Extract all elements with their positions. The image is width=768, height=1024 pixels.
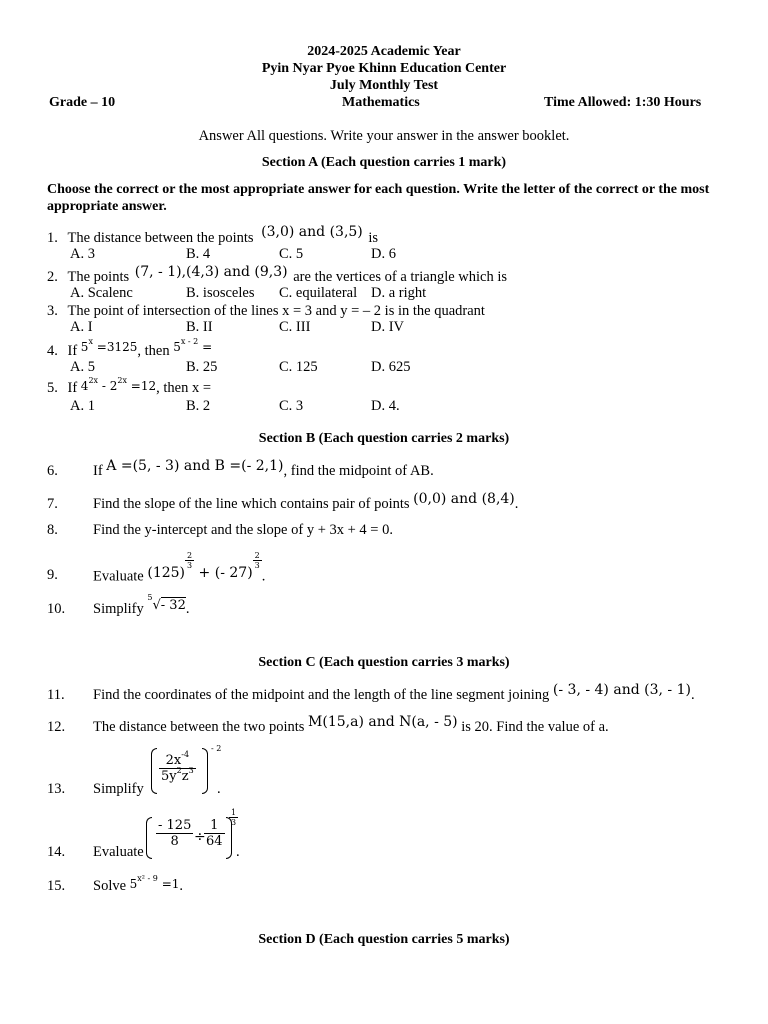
question-text-end: . bbox=[261, 568, 266, 585]
question-text: Find the y-intercept and the slope of y + 3x + 4 = 0. bbox=[93, 522, 393, 538]
question-text-end: . bbox=[179, 878, 184, 894]
option-d: D. 4. bbox=[371, 398, 400, 414]
question-number: 1. bbox=[47, 230, 58, 246]
option-a: A. 3 bbox=[70, 246, 95, 262]
outer-exponent: - 2 bbox=[211, 744, 222, 753]
radical-sign-icon: √ bbox=[152, 598, 161, 613]
question-number: 12. bbox=[47, 719, 66, 735]
question-text: If bbox=[93, 463, 103, 479]
question-text: The points bbox=[67, 269, 130, 285]
right-paren-icon bbox=[202, 748, 208, 794]
option-a: A. I bbox=[70, 319, 93, 335]
question-14 bbox=[47, 844, 144, 861]
option-d: D. IV bbox=[371, 319, 405, 335]
question-text: Simplify bbox=[93, 781, 144, 797]
time-allowed: Time Allowed: 1:30 Hours bbox=[544, 95, 702, 110]
question-4 bbox=[47, 337, 213, 360]
option-b: B. II bbox=[186, 319, 213, 335]
question-number: 11. bbox=[47, 687, 65, 703]
question-math: $4^{2x} - 2^{2x} =12$ bbox=[80, 376, 157, 393]
divide-icon: ÷ bbox=[194, 829, 206, 845]
section-c-title: Section C (Each question carries 3 marks) bbox=[258, 655, 510, 670]
question-7 bbox=[47, 491, 519, 513]
question-text-end: . bbox=[185, 601, 190, 617]
question-text-end: are the vertices of a triangle which is bbox=[293, 269, 508, 285]
question-12 bbox=[47, 714, 609, 736]
question-2 bbox=[47, 264, 508, 286]
question-text: Evaluate bbox=[93, 844, 144, 860]
section-a-directions: Choose the correct or the most appropriate answer for each question. Write the letter of the correct or the most appropriate answer. bbox=[47, 182, 710, 214]
question-text-end: is 20. Find the value of a. bbox=[461, 719, 609, 735]
question-number: 8. bbox=[47, 522, 58, 538]
question-math: (- 3, - 4) and (3, - 1) bbox=[552, 682, 691, 698]
option-d: D. a right bbox=[371, 285, 427, 301]
question-15 bbox=[47, 874, 184, 895]
option-c: C. 125 bbox=[279, 359, 318, 375]
question-text: If bbox=[67, 380, 78, 396]
outer-exponent: $\frac{1}{3}$ bbox=[231, 808, 237, 827]
question-11 bbox=[47, 682, 695, 704]
question-number: 2. bbox=[47, 269, 58, 285]
question-number: 14. bbox=[47, 844, 66, 860]
question-number: 10. bbox=[47, 601, 66, 617]
question-text: Solve bbox=[93, 878, 127, 894]
question-text: The distance between the points bbox=[67, 230, 254, 246]
radical-expression: $^5$√- 32 bbox=[147, 593, 186, 613]
question-math: (125) $\frac{2}{3}$ + (- 27) $\frac{2}{3}$ bbox=[147, 551, 260, 581]
question-number: 9. bbox=[47, 567, 58, 583]
subject-label: Mathematics bbox=[342, 95, 420, 110]
question-number: 5. bbox=[47, 380, 58, 396]
option-c: C. 5 bbox=[279, 246, 304, 262]
question-number: 3. bbox=[47, 303, 58, 319]
option-c: C. 3 bbox=[279, 398, 304, 414]
question-text: Find the slope of the line which contains pair of points bbox=[93, 496, 410, 512]
option-b: B. 2 bbox=[186, 398, 211, 414]
academic-year: 2024-2025 Academic Year bbox=[307, 44, 461, 59]
question-text-end: , then x = bbox=[156, 380, 212, 396]
question-math: (0,0) and (8,4) bbox=[413, 491, 515, 507]
test-name: July Monthly Test bbox=[329, 78, 439, 93]
question-number: 4. bbox=[47, 343, 58, 359]
period: . bbox=[217, 781, 221, 797]
option-a: A. Scalenc bbox=[70, 285, 133, 301]
question-text-end: is bbox=[368, 230, 379, 246]
question-text: If bbox=[67, 343, 78, 359]
question-math: M(15,a) and N(a, - 5) bbox=[308, 714, 458, 730]
question-text: The distance between the two points bbox=[93, 719, 305, 735]
question-3 bbox=[47, 303, 485, 320]
left-paren-icon bbox=[146, 817, 152, 859]
question-math: 5x =3125 bbox=[80, 337, 138, 354]
option-b: B. isosceles bbox=[186, 285, 255, 301]
option-d: D. 6 bbox=[371, 246, 396, 262]
school-name: Pyin Nyar Pyoe Khinn Education Center bbox=[261, 61, 507, 76]
option-b: B. 4 bbox=[186, 246, 211, 262]
question-8 bbox=[47, 522, 393, 539]
fraction-1: $\frac{- 125}{8}$ bbox=[158, 818, 192, 849]
question-text: Simplify bbox=[93, 601, 144, 617]
question-9 bbox=[47, 551, 266, 585]
option-d: D. 625 bbox=[371, 359, 411, 375]
question-math: (7, - 1),(4,3) and (9,3) bbox=[134, 264, 288, 280]
question-text-mid: , then bbox=[137, 343, 170, 359]
question-text-end: . bbox=[514, 496, 519, 512]
option-c: C. equilateral bbox=[279, 285, 358, 301]
question-1 bbox=[47, 224, 379, 247]
instruction: Answer All questions. Write your answer in the answer booklet. bbox=[198, 128, 570, 144]
question-10 bbox=[47, 593, 190, 618]
grade-label: Grade – 10 bbox=[49, 95, 116, 110]
option-b: B. 25 bbox=[186, 359, 218, 375]
question-text-end: . bbox=[690, 687, 695, 703]
question-math-2: 5x - 2 = bbox=[173, 337, 213, 354]
period: . bbox=[236, 844, 240, 860]
fraction: $\frac{2x^{-4}}{5y^2z^3}$ bbox=[161, 750, 194, 784]
question-number: 7. bbox=[47, 496, 58, 512]
fraction-2: $\frac{1}{64}$ bbox=[206, 818, 223, 849]
question-text: The point of intersection of the lines x = 3 and y = – 2 is in the quadrant bbox=[67, 303, 485, 319]
question-text: Evaluate bbox=[93, 568, 144, 585]
question-math: A =(5, - 3) and B =(- 2,1) bbox=[106, 458, 284, 474]
question-text-end: , find the midpoint of AB. bbox=[283, 463, 434, 479]
question-13 bbox=[47, 781, 144, 798]
left-paren-icon bbox=[151, 748, 157, 794]
option-a: A. 1 bbox=[70, 398, 95, 414]
question-math: (3,0) and (3,5) bbox=[261, 224, 363, 240]
question-math: $5^{x^2 - 9} =1$ bbox=[129, 874, 180, 891]
question-number: 15. bbox=[47, 878, 66, 894]
section-b-title: Section B (Each question carries 2 marks) bbox=[258, 431, 510, 446]
option-a: A. 5 bbox=[70, 359, 95, 375]
question-5 bbox=[47, 376, 212, 397]
option-c: C. III bbox=[279, 319, 311, 335]
section-d-title: Section D (Each question carries 5 marks) bbox=[258, 932, 510, 947]
section-a-title: Section A (Each question carries 1 mark) bbox=[261, 155, 507, 170]
question-number: 6. bbox=[47, 463, 58, 479]
question-6 bbox=[47, 458, 434, 480]
question-text: Find the coordinates of the midpoint and the length of the line segment joining bbox=[93, 687, 550, 703]
question-number: 13. bbox=[47, 781, 66, 797]
